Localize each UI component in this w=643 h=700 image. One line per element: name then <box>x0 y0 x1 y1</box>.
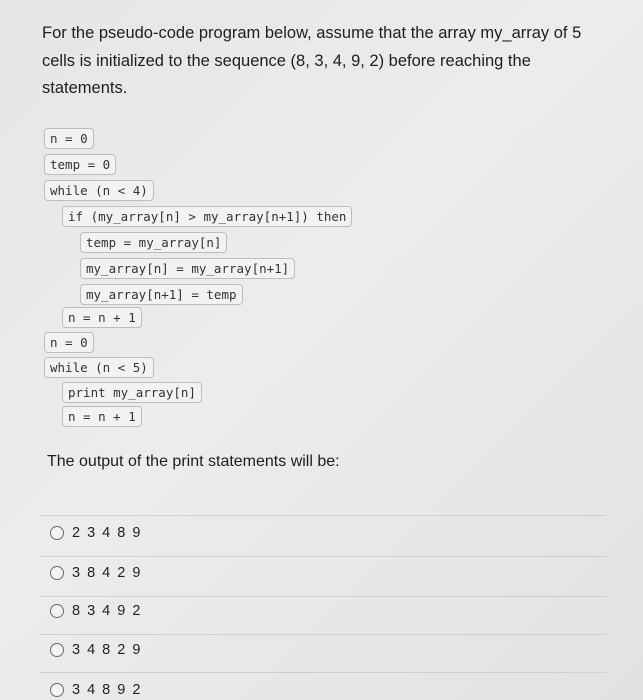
answer-prompt: The output of the print statements will be: <box>47 453 340 470</box>
divider <box>40 634 606 635</box>
code-line: print my_array[n] <box>62 382 202 403</box>
radio-button-icon[interactable] <box>50 566 64 580</box>
answer-option-4[interactable] <box>50 642 142 658</box>
answer-option-3[interactable] <box>50 603 142 619</box>
answer-option-label: 3 4 8 2 9 <box>72 642 142 658</box>
code-line: my_array[n] = my_array[n+1] <box>80 258 295 279</box>
divider <box>40 596 606 597</box>
radio-button-icon[interactable] <box>50 643 64 657</box>
code-line: n = 0 <box>44 332 94 353</box>
answer-option-5[interactable] <box>50 682 142 698</box>
radio-button-icon[interactable] <box>50 604 64 618</box>
answer-option-label: 3 4 8 9 2 <box>72 682 142 698</box>
code-line: my_array[n+1] = temp <box>80 284 243 305</box>
radio-button-icon[interactable] <box>50 683 64 697</box>
answer-option-label: 3 8 4 2 9 <box>72 565 142 581</box>
code-line: n = n + 1 <box>62 307 142 328</box>
answer-option-label: 8 3 4 9 2 <box>72 603 142 619</box>
code-line: temp = my_array[n] <box>80 232 227 253</box>
answer-option-label: 2 3 4 8 9 <box>72 525 142 541</box>
divider <box>40 672 606 673</box>
question-line-1: For the pseudo-code program below, assume that the array my_array of 5 <box>42 24 582 42</box>
code-line: while (n < 5) <box>44 357 154 378</box>
code-line: n = 0 <box>44 128 94 149</box>
answer-option-2[interactable] <box>50 565 142 581</box>
radio-button-icon[interactable] <box>50 526 64 540</box>
code-line: while (n < 4) <box>44 180 154 201</box>
code-line: temp = 0 <box>44 154 116 175</box>
divider <box>40 515 606 516</box>
question-line-3: statements. <box>42 79 128 97</box>
code-line: n = n + 1 <box>62 406 142 427</box>
code-line: if (my_array[n] > my_array[n+1]) then <box>62 206 352 227</box>
question-line-2: cells is initialized to the sequence (8, 3, 4, 9, 2) before reaching the <box>42 51 531 70</box>
answer-option-1[interactable] <box>50 525 142 541</box>
question-text <box>42 20 612 103</box>
divider <box>40 556 606 557</box>
